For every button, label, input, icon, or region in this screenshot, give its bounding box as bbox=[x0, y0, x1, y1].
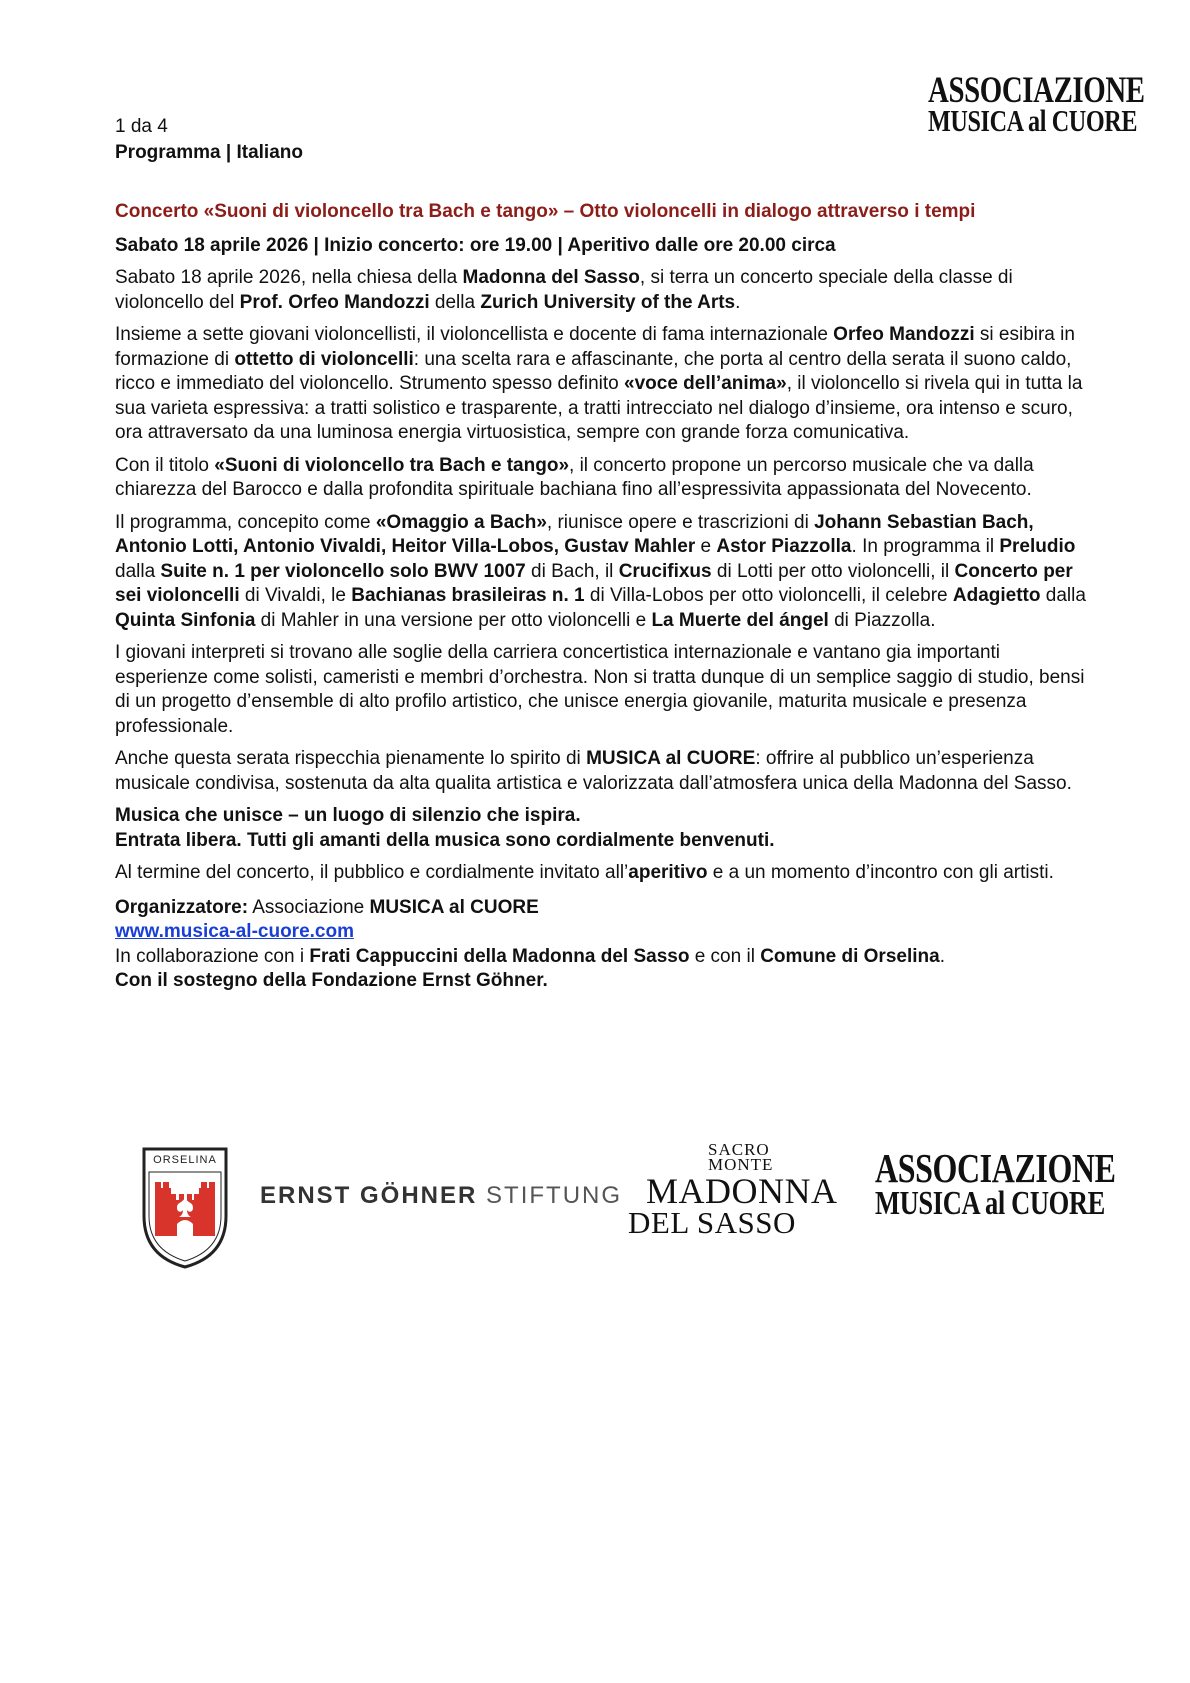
organizer-text: Associazione bbox=[248, 896, 370, 918]
paragraph-run: Sabato 18 aprile 2026, nella chiesa della bbox=[115, 267, 463, 288]
sponsor-logos bbox=[0, 1140, 1190, 1280]
paragraph-run: Anche questa serata rispecchia pienamente lo spirito di bbox=[115, 748, 587, 769]
assoc-line-1: ASSOCIAZIONE bbox=[875, 1145, 1116, 1191]
association-logo-bottom bbox=[875, 1145, 1116, 1222]
paragraph-run: Suite n. 1 per violoncello solo BWV 1007 bbox=[160, 560, 526, 582]
paragraph-run: della bbox=[429, 291, 481, 313]
paragraph-run: : offrire al pubblico un’esperienza musicale condivisa, sostenuta da alta qualita artistica e valorizzata dall’atmosfera unica della Madonna del Sasso. bbox=[115, 748, 1072, 794]
closing-run: Al termine del concerto, il pubblico e cordialmente invitato all’ bbox=[115, 862, 629, 883]
collab-comune: Comune di Orselina bbox=[760, 945, 940, 967]
paragraph-run: di Villa-Lobos per otto violoncelli, il celebre bbox=[584, 585, 953, 606]
paragraph-run: . bbox=[735, 291, 741, 313]
motto-line-2: Entrata libera. Tutti gli amanti della musica sono cordialmente benvenuti. bbox=[115, 829, 775, 851]
paragraph-run: , si terra un concerto speciale della classe di violoncello del bbox=[115, 267, 1013, 313]
paragraph-run: Madonna del Sasso bbox=[462, 267, 640, 288]
crest-label: ORSELINA bbox=[153, 1154, 217, 1166]
paragraph-run: dalla bbox=[1040, 585, 1086, 606]
paragraph-run: Quinta Sinfonia bbox=[115, 609, 256, 631]
paragraph-run: Concerto per sei violoncelli bbox=[115, 560, 1073, 606]
body-paragraph bbox=[115, 266, 1090, 315]
collab-end: . bbox=[939, 945, 945, 967]
paragraph-run: ottetto di violoncelli bbox=[234, 348, 414, 370]
paragraph-run: , il violoncello si rivela qui in tutta la sua varieta espressiva: a tratti solistico e trasparente, a tratti intrecciato nel dialogo d’insieme, ora intenso e scuro, ora attraversato da una luminosa energia virtuosistica, sempre con grande forza comunicativa. bbox=[115, 373, 1083, 443]
paragraph-run: «Suoni di violoncello tra Bach e tango» bbox=[214, 454, 570, 476]
motto-line-1: Musica che unisce – un luogo di silenzio che ispira. bbox=[115, 805, 581, 826]
paragraph-run: MUSICA al CUORE bbox=[586, 748, 756, 769]
closing-run: e a un momento d’incontro con gli artisti. bbox=[707, 862, 1054, 883]
paragraph-run: e bbox=[695, 536, 717, 557]
page-number: 1 da 4 bbox=[115, 116, 168, 137]
motto bbox=[115, 804, 1090, 853]
document-body bbox=[115, 200, 1090, 1002]
paragraph-run: Insieme a sette giovani violoncellisti, il violoncellista e docente di fama internazionale bbox=[115, 324, 834, 345]
collab-frati: Frati Cappuccini della Madonna del Sasso bbox=[309, 945, 690, 967]
organizer-name: MUSICA al CUORE bbox=[369, 896, 539, 918]
paragraph-run: , riunisce opere e trascrizioni di bbox=[546, 511, 815, 533]
goehner-logo bbox=[260, 1182, 622, 1210]
paragraph-run: si esibira in formazione di bbox=[115, 324, 1075, 370]
page-header bbox=[115, 114, 303, 166]
paragraph-run: Astor Piazzolla bbox=[716, 536, 852, 557]
association-logo-top bbox=[928, 70, 1145, 139]
sasso-line-3: MADONNA bbox=[646, 1171, 838, 1211]
section-label: Programma | Italiano bbox=[115, 142, 303, 163]
paragraph-run: . In programma il bbox=[851, 536, 1000, 557]
paragraph-run: di Vivaldi, le bbox=[239, 585, 352, 606]
paragraph-run: La Muerte del ángel bbox=[651, 609, 829, 631]
paragraph-run: Preludio bbox=[999, 536, 1076, 557]
collab-prefix: In collaborazione con i bbox=[115, 945, 310, 967]
sasso-line-2: MONTE bbox=[708, 1155, 774, 1174]
paragraph-run: , il concerto propone un percorso musicale che va dalla chiarezza del Barocco e dalla profondita spirituale bachiana fino all’espressivita appassionata del Novecento. bbox=[115, 454, 1034, 500]
date-line: Sabato 18 aprile 2026 | Inizio concerto: ore 19.00 | Aperitivo dalle ore 20.00 circa bbox=[115, 234, 836, 256]
sasso-line-4: DEL SASSO bbox=[628, 1205, 796, 1240]
paragraph-run: Crucifixus bbox=[618, 560, 712, 582]
goehner-light: STIFTUNG bbox=[486, 1182, 623, 1209]
sasso-line-1: SACRO bbox=[708, 1140, 770, 1159]
paragraph-run: Con il titolo bbox=[115, 454, 215, 476]
paragraphs bbox=[115, 266, 1090, 796]
body-paragraph bbox=[115, 511, 1090, 634]
body-paragraph bbox=[115, 641, 1090, 739]
body-paragraph bbox=[115, 454, 1090, 503]
support-line: Con il sostegno della Fondazione Ernst Göhner. bbox=[115, 970, 548, 991]
paragraph-run: Il programma, concepito come bbox=[115, 511, 376, 533]
paragraph-run: Bachianas brasileiras n. 1 bbox=[351, 585, 585, 606]
body-paragraph bbox=[115, 323, 1090, 446]
organizer-block bbox=[115, 896, 1090, 994]
paragraph-run: di Lotti per otto violoncelli, il bbox=[711, 560, 955, 582]
paragraph-run: di Mahler in una versione per otto violoncelli e bbox=[255, 609, 652, 631]
paragraph-run: Johann Sebastian Bach, Antonio Lotti, Antonio Vivaldi, Heitor Villa-Lobos, Gustav Mahler bbox=[115, 511, 1034, 557]
closing-run: aperitivo bbox=[628, 862, 708, 883]
paragraph-run: Adagietto bbox=[952, 585, 1041, 606]
concert-title: Concerto «Suoni di violoncello tra Bach e tango» – Otto violoncelli in dialogo attraverso i tempi bbox=[115, 201, 976, 222]
paragraph-run: «voce dell’anima» bbox=[624, 373, 787, 394]
paragraph-run: Prof. Orfeo Mandozzi bbox=[239, 291, 430, 313]
collab-mid: e con il bbox=[689, 945, 761, 967]
paragraph-run: : una scelta rara e affascinante, che porta al centro della serata il suono caldo, ricco e immediato del violoncello. Strumento spesso definito bbox=[115, 348, 1072, 394]
paragraph-run: Orfeo Mandozzi bbox=[833, 324, 975, 345]
assoc-line-2: MUSICA al CUORE bbox=[875, 1184, 1105, 1222]
organizer-label: Organizzatore: bbox=[115, 896, 249, 918]
paragraph-run: di Bach, il bbox=[525, 560, 619, 582]
paragraph-run: Zurich University of the Arts bbox=[480, 291, 736, 313]
goehner-bold: ERNST GÖHNER bbox=[260, 1182, 478, 1209]
paragraph-run: dalla bbox=[115, 560, 161, 582]
orselina-crest bbox=[141, 1146, 229, 1275]
paragraph-run: I giovani interpreti si trovano alle soglie della carriera concertistica internazionale e vantano gia importanti esperienze come solisti, cameristi e membri d’orchestra. Non si tratta dunque di un semplice saggio di studio, bensi di un progetto d’ensemble di alto profilo artistico, che unisce energia giovanile, maturita musicale e presenza professionale. bbox=[115, 642, 1085, 737]
paragraph-run: «Omaggio a Bach» bbox=[375, 511, 547, 533]
logo-line-2: MUSICA al CUORE bbox=[928, 103, 1138, 139]
body-paragraph bbox=[115, 747, 1090, 796]
closing-paragraph bbox=[115, 861, 1090, 886]
paragraph-run: di Piazzolla. bbox=[828, 609, 936, 631]
logo-line-1: ASSOCIAZIONE bbox=[928, 70, 1145, 111]
website-link[interactable]: www.musica-al-cuore.com bbox=[115, 921, 354, 942]
